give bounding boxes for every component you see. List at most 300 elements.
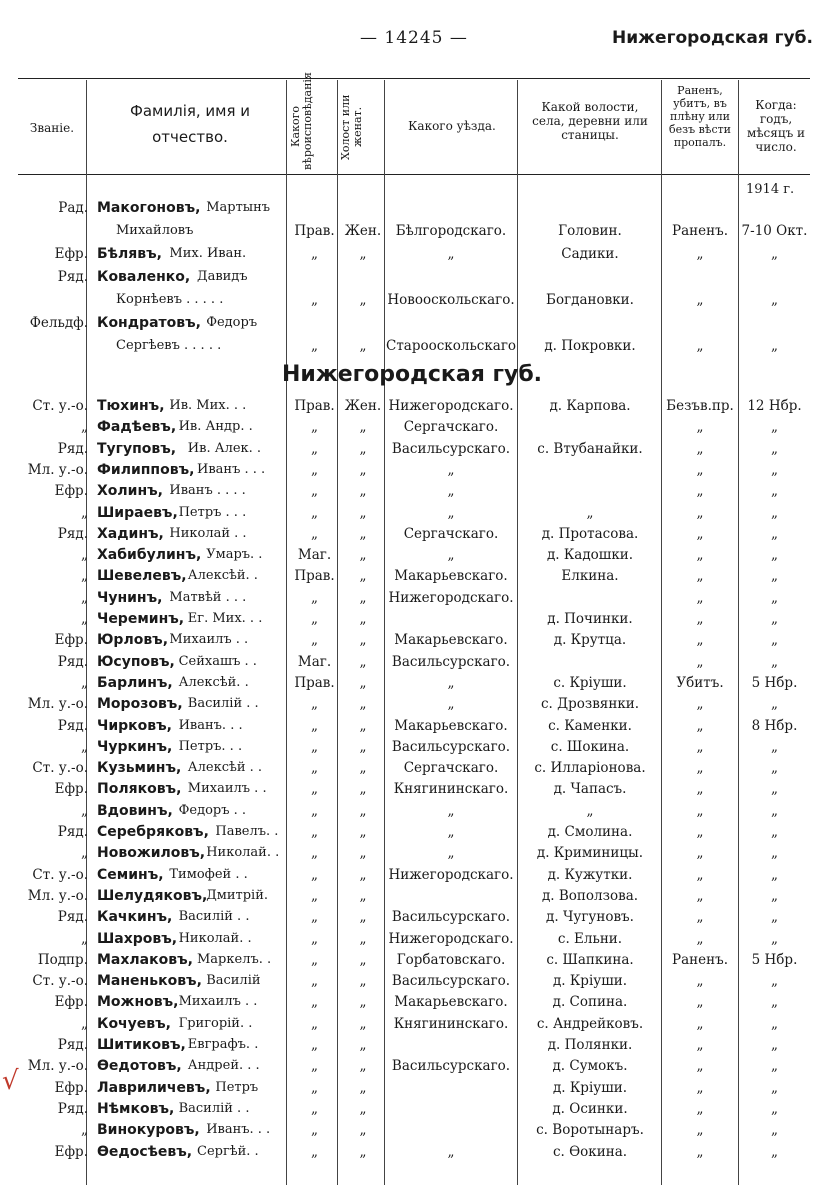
- village-cell: д. Кріуши.: [552, 973, 628, 990]
- marital-cell: „: [359, 547, 367, 564]
- fate-cell: Безъв.пр.: [666, 398, 734, 414]
- marital-cell: „: [359, 1143, 367, 1160]
- marital-cell: „: [359, 1079, 367, 1096]
- uezd-cell: Старооскольскаго: [386, 338, 517, 354]
- marital-cell: „: [359, 887, 367, 904]
- date-cell: „: [771, 338, 778, 354]
- fate-cell: „: [696, 887, 704, 904]
- surname-cell: Филипповъ,: [97, 461, 195, 478]
- given-name-cell: Сергѣй. .: [197, 1143, 259, 1159]
- fate-cell: „: [696, 824, 704, 840]
- religion-cell: „: [311, 1122, 318, 1139]
- village-cell: д. Сопина.: [552, 994, 628, 1011]
- rank-cell: „: [81, 930, 88, 947]
- surname-cell: Морозовъ,: [97, 696, 183, 713]
- given-name-cell: Мих. Иван.: [169, 246, 247, 261]
- rank-cell: Мл. у.-о.: [27, 1058, 88, 1075]
- rank-cell: Ефр.: [54, 483, 88, 500]
- region-header: Нижегородская губ.: [612, 28, 813, 48]
- header-name: Фамилія, имя и отчество.: [129, 102, 251, 146]
- village-cell: д. Кадошки.: [546, 547, 634, 564]
- given-name-cell: Василій . .: [178, 909, 250, 925]
- religion-cell: „: [311, 1037, 318, 1053]
- fate-cell: „: [696, 717, 704, 734]
- surname-cell: Можновъ,: [97, 994, 179, 1011]
- rank-cell: Подпр.: [37, 951, 88, 968]
- date-cell: „: [771, 1079, 778, 1096]
- marital-cell: „: [359, 973, 367, 990]
- surname-cell: Поляковъ,: [97, 781, 182, 798]
- uezd-cell: Нижегородскаго.: [388, 589, 514, 606]
- marital-cell: „: [359, 802, 367, 819]
- village-cell: Головин.: [558, 223, 622, 239]
- given-name-cell: Михаилъ . .: [169, 632, 249, 648]
- date-cell: „: [771, 866, 778, 883]
- rank-cell: „: [81, 419, 88, 436]
- religion-cell: „: [311, 611, 318, 627]
- marital-cell: „: [359, 781, 367, 798]
- surname-cell: Нѣмковъ,: [97, 1100, 175, 1117]
- date-cell: „: [771, 1100, 778, 1117]
- marital-cell: „: [359, 738, 367, 755]
- village-cell: „: [586, 504, 594, 521]
- religion-cell: „: [311, 461, 318, 478]
- table-row: [0, 462, 834, 483]
- rank-cell: Мл. у.-о.: [27, 887, 88, 904]
- table-row: [0, 1080, 834, 1101]
- header-rank: Званіе.: [29, 121, 75, 135]
- table-row: [0, 675, 834, 696]
- rank-cell: Ст. у.-о.: [32, 973, 88, 990]
- uezd-cell: Васильсурскаго.: [391, 738, 511, 755]
- table-row: [0, 246, 834, 267]
- table-row: [0, 483, 834, 504]
- fate-cell: „: [696, 419, 704, 436]
- fate-cell: „: [696, 1037, 704, 1053]
- given-name-cell: Иванъ. . .: [206, 1122, 271, 1138]
- given-name-cell: Ег. Мих. . .: [187, 611, 263, 626]
- date-cell: „: [771, 653, 778, 670]
- given-name-cell: Алексѣй . .: [187, 760, 263, 776]
- year-label: 1914 г.: [746, 182, 795, 197]
- given-name-cell: Василій . .: [178, 1100, 250, 1116]
- marital-cell: „: [359, 1058, 367, 1075]
- uezd-cell: Макарьевскаго.: [394, 568, 508, 585]
- marital-cell: „: [359, 1015, 367, 1032]
- village-cell: д. Протасова.: [541, 525, 639, 542]
- surname-cell: Шелудяковъ,: [97, 887, 208, 904]
- religion-cell: „: [311, 802, 318, 819]
- marital-cell: „: [359, 674, 367, 691]
- fate-cell: „: [696, 504, 704, 521]
- rank-cell: Ефр.: [54, 246, 88, 262]
- header-top-rule: [18, 78, 810, 79]
- marital-cell: „: [359, 292, 367, 308]
- given-name-cell: Николай. .: [178, 930, 252, 946]
- surname-cell: Новожиловъ,: [97, 845, 206, 862]
- marital-cell: „: [359, 951, 367, 968]
- surname-cell: Барлинъ,: [97, 674, 173, 691]
- village-cell: с. Ельни.: [557, 930, 623, 947]
- date-cell: „: [771, 1037, 778, 1053]
- fate-cell: „: [696, 589, 704, 606]
- fate-cell: „: [696, 1143, 704, 1160]
- surname-cell: Өедосѣевъ,: [97, 1143, 193, 1160]
- surname-cell: Вдовинъ,: [97, 802, 173, 819]
- date-cell: „: [771, 760, 778, 777]
- given-name-cell: Ив. Андр. .: [178, 419, 253, 435]
- rank-cell: Ефр.: [54, 632, 88, 649]
- religion-cell: Прав.: [294, 223, 335, 239]
- religion-cell: „: [311, 887, 318, 904]
- surname-cell: Тюхинъ,: [97, 398, 165, 414]
- uezd-cell: „: [447, 246, 455, 262]
- village-cell: д. Осинки.: [552, 1100, 628, 1117]
- date-cell: „: [771, 802, 778, 819]
- village-cell: д. Починки.: [547, 611, 633, 627]
- fate-cell: „: [696, 781, 704, 798]
- table-row: [0, 292, 834, 313]
- table-row: [0, 994, 834, 1015]
- date-cell: 12 Нбр.: [747, 398, 802, 414]
- uezd-cell: Васильсурскаго.: [391, 653, 511, 670]
- uezd-cell: „: [447, 504, 455, 521]
- marital-cell: „: [359, 1122, 367, 1139]
- rank-cell: Ефр.: [54, 994, 88, 1011]
- uezd-cell: „: [447, 845, 455, 862]
- religion-cell: „: [311, 246, 318, 262]
- surname-cell: Кочуевъ,: [97, 1015, 171, 1032]
- surname-cell: Кондратовъ,: [97, 315, 201, 331]
- marital-cell: „: [359, 824, 367, 840]
- village-cell: д. Воползова.: [541, 887, 639, 904]
- fate-cell: „: [696, 760, 704, 777]
- table-row: [0, 931, 834, 952]
- religion-cell: „: [311, 1100, 318, 1117]
- date-cell: „: [771, 246, 778, 262]
- uezd-cell: „: [447, 483, 455, 500]
- surname-cell: Өедотовъ,: [97, 1058, 182, 1075]
- rank-cell: Ряд.: [57, 1100, 88, 1117]
- religion-cell: „: [311, 525, 318, 542]
- surname-cell: Хабибулинъ,: [97, 547, 202, 564]
- table-row: [0, 718, 834, 739]
- surname-cell: Макогоновъ,: [97, 200, 201, 216]
- given-name-cell: Федоръ . .: [178, 802, 247, 818]
- village-cell: Богдановки.: [546, 292, 634, 308]
- marital-cell: „: [359, 525, 367, 542]
- table-row: [0, 200, 834, 221]
- header-uezd: Какого уѣзда.: [408, 119, 496, 133]
- religion-cell: „: [311, 1058, 318, 1075]
- table-row: [0, 952, 834, 973]
- given-name-cell: Евграфъ. .: [187, 1037, 259, 1052]
- village-cell: д. Кріуши.: [552, 1079, 628, 1096]
- fate-cell: Убитъ.: [676, 674, 724, 691]
- village-cell: с. Шапкина.: [546, 951, 634, 968]
- village-cell: д. Полянки.: [547, 1037, 633, 1053]
- surname-cell: Семинъ,: [97, 866, 164, 883]
- given-name-cell: Михаилъ . .: [178, 994, 258, 1010]
- surname-cell: Серебряковъ,: [97, 824, 209, 840]
- village-cell: с. Кріуши.: [553, 674, 627, 691]
- religion-cell: „: [311, 738, 318, 755]
- rank-cell: Ряд.: [57, 653, 88, 670]
- fate-cell: „: [696, 909, 704, 926]
- uezd-cell: Васильсурскаго.: [391, 1058, 511, 1075]
- religion-cell: „: [311, 866, 318, 883]
- rank-cell: „: [81, 611, 88, 627]
- given-name-cell: Василій: [206, 973, 261, 989]
- header-marital: Холост или женат.: [339, 94, 364, 160]
- rank-cell: Фельдф.: [29, 315, 88, 331]
- date-cell: „: [771, 845, 778, 862]
- uezd-cell: Княгининскаго.: [393, 1015, 509, 1032]
- religion-cell: „: [311, 338, 318, 354]
- uezd-cell: Макарьевскаго.: [394, 632, 508, 649]
- village-cell: д. Чугуновъ.: [546, 909, 634, 926]
- header-village: Какой волости, села, деревни или станицы.: [532, 100, 648, 142]
- rank-cell: „: [81, 589, 88, 606]
- surname-cell: Качкинъ,: [97, 909, 173, 926]
- marital-cell: „: [359, 504, 367, 521]
- marital-cell: „: [359, 589, 367, 606]
- date-cell: „: [771, 525, 778, 542]
- uezd-cell: „: [447, 547, 455, 564]
- fate-cell: „: [696, 696, 704, 713]
- fate-cell: „: [696, 1100, 704, 1117]
- fate-cell: „: [696, 930, 704, 947]
- given-name-cell: Федоръ: [206, 315, 258, 330]
- rank-cell: „: [81, 1015, 88, 1032]
- village-cell: с. Воротынаръ.: [536, 1122, 644, 1139]
- surname-cell: Чуркинъ,: [97, 738, 173, 755]
- given-name-cell: Николай. .: [206, 845, 280, 861]
- marital-cell: „: [359, 653, 367, 670]
- village-cell: с. Өокина.: [552, 1143, 628, 1160]
- marital-cell: „: [359, 440, 367, 457]
- fate-cell: „: [696, 547, 704, 564]
- uezd-cell: „: [447, 824, 455, 840]
- table-row: [0, 547, 834, 568]
- village-cell: с. Каменки.: [548, 717, 632, 734]
- rank-cell: Ряд.: [57, 269, 88, 285]
- table-row: [0, 696, 834, 717]
- rank-cell: „: [81, 845, 88, 862]
- rank-cell: Ефр.: [54, 1143, 88, 1160]
- given-name-cell: Алексѣй. .: [187, 568, 258, 584]
- fate-cell: „: [696, 866, 704, 883]
- table-row: [0, 441, 834, 462]
- date-cell: „: [771, 589, 778, 606]
- table-row: [0, 760, 834, 781]
- religion-cell: „: [311, 845, 318, 862]
- header-religion: Какого вѣроисповѣданія: [289, 72, 314, 170]
- rank-cell: Ефр.: [54, 781, 88, 798]
- religion-cell: „: [311, 292, 318, 308]
- fate-cell: Раненъ.: [672, 951, 728, 968]
- uezd-cell: Сергачскаго.: [403, 419, 499, 436]
- marital-cell: „: [359, 568, 367, 585]
- given-name-cell: Давидъ: [197, 269, 248, 284]
- uezd-cell: Новооскольскаго.: [387, 292, 515, 308]
- religion-cell: „: [311, 1015, 318, 1032]
- village-cell: с. Дрозвянки.: [540, 696, 640, 713]
- village-cell: д. Покровки.: [544, 338, 636, 354]
- given-name-cell: Ив. Алек. .: [187, 440, 262, 456]
- table-row: [0, 973, 834, 994]
- uezd-cell: „: [447, 674, 455, 691]
- given-name-cell: Григорій. .: [178, 1015, 253, 1031]
- religion-cell: „: [311, 483, 318, 500]
- table-row: [0, 269, 834, 290]
- table-row: [0, 781, 834, 802]
- fate-cell: „: [696, 525, 704, 542]
- religion-cell: „: [311, 824, 318, 840]
- religion-cell: Прав.: [294, 674, 335, 691]
- religion-cell: „: [311, 1079, 318, 1096]
- fate-cell: „: [696, 632, 704, 649]
- rank-cell: Ст. у.-о.: [32, 866, 88, 883]
- uezd-cell: „: [447, 696, 455, 713]
- marital-cell: „: [359, 696, 367, 713]
- fate-cell: „: [696, 568, 704, 585]
- fate-cell: „: [696, 738, 704, 755]
- rank-cell: Ряд.: [57, 440, 88, 457]
- given-name-cell: Михаилъ . .: [187, 781, 267, 797]
- rank-cell: „: [81, 504, 88, 521]
- religion-cell: „: [311, 1143, 318, 1160]
- date-cell: „: [771, 887, 778, 904]
- uezd-cell: Васильсурскаго.: [391, 909, 511, 926]
- table-row: [0, 505, 834, 526]
- surname-cell: Юсуповъ,: [97, 653, 175, 670]
- given-name-cell: Алексѣй. .: [178, 674, 249, 690]
- table-row: [0, 1144, 834, 1165]
- uezd-cell: Горбатовскаго.: [396, 951, 506, 968]
- surname-cell: Юрловъ,: [97, 632, 169, 649]
- marital-cell: „: [359, 845, 367, 862]
- fate-cell: „: [696, 338, 704, 354]
- surname-cell: Шитиковъ,: [97, 1037, 186, 1053]
- religion-cell: „: [311, 951, 318, 968]
- date-cell: „: [771, 973, 778, 990]
- religion-cell: Прав.: [294, 398, 335, 414]
- fate-cell: „: [696, 292, 704, 308]
- religion-cell: „: [311, 994, 318, 1011]
- page-number: — 14245 —: [360, 28, 468, 48]
- marital-cell: „: [359, 930, 367, 947]
- table-row: [0, 568, 834, 589]
- table-row: [0, 803, 834, 824]
- rank-cell: Ряд.: [57, 1037, 88, 1053]
- rank-cell: „: [81, 1122, 88, 1139]
- table-row: [0, 632, 834, 653]
- given-name-cell: Петръ . . .: [178, 504, 247, 520]
- given-name-cell: Дмитрій.: [206, 887, 269, 903]
- marital-cell: „: [359, 760, 367, 777]
- table-row: [0, 824, 834, 845]
- date-cell: „: [771, 632, 778, 649]
- date-cell: 8 Нбр.: [751, 717, 798, 734]
- surname-cell: Шираевъ,: [97, 504, 178, 521]
- fate-cell: „: [696, 1058, 704, 1075]
- date-cell: „: [771, 1122, 778, 1139]
- fate-cell: „: [696, 1122, 704, 1139]
- date-cell: „: [771, 781, 778, 798]
- given-name-cell: Корнѣевъ . . . . .: [116, 292, 224, 307]
- rank-cell: Рад.: [58, 200, 88, 216]
- rank-cell: Ст. у.-о.: [32, 398, 88, 414]
- given-name-cell: Умаръ. .: [206, 547, 263, 563]
- village-cell: д. Карпова.: [549, 398, 631, 414]
- marital-cell: „: [359, 419, 367, 436]
- uezd-cell: „: [447, 802, 455, 819]
- date-cell: 7-10 Окт.: [741, 223, 808, 239]
- given-name-cell: Иванъ . . . .: [169, 483, 246, 499]
- date-cell: 5 Нбр.: [751, 951, 798, 968]
- fate-cell: „: [696, 440, 704, 457]
- surname-cell: Шевелевъ,: [97, 568, 187, 585]
- rank-cell: Ряд.: [57, 525, 88, 542]
- marital-cell: „: [359, 338, 367, 354]
- surname-cell: Чунинъ,: [97, 589, 163, 606]
- given-name-cell: Михайловъ: [116, 223, 194, 238]
- header-fate: Раненъ, убитъ, въ плѣну или безъ вѣсти пропалъ.: [668, 84, 732, 149]
- marital-cell: „: [359, 1037, 367, 1053]
- surname-cell: Винокуровъ,: [97, 1122, 200, 1139]
- table-row: [0, 888, 834, 909]
- table-row: [0, 611, 834, 632]
- table-row: [0, 1122, 834, 1143]
- date-cell: „: [771, 568, 778, 585]
- given-name-cell: Тимофей . .: [169, 866, 248, 882]
- table-row: [0, 1037, 834, 1058]
- religion-cell: Маг.: [297, 653, 332, 670]
- date-cell: „: [771, 547, 778, 564]
- table-row: [0, 909, 834, 930]
- date-cell: „: [771, 1015, 778, 1032]
- given-name-cell: Петръ. . .: [178, 738, 243, 754]
- religion-cell: „: [311, 632, 318, 649]
- rank-cell: Мл. у.-о.: [27, 461, 88, 478]
- fate-cell: „: [696, 994, 704, 1011]
- marital-cell: „: [359, 1100, 367, 1117]
- surname-cell: Холинъ,: [97, 483, 163, 500]
- surname-cell: Чирковъ,: [97, 717, 172, 734]
- given-name-cell: Павелъ. .: [215, 824, 279, 839]
- religion-cell: „: [311, 504, 318, 521]
- religion-cell: „: [311, 760, 318, 777]
- rank-cell: Ст. у.-о.: [32, 760, 88, 777]
- village-cell: д. Крутца.: [553, 632, 627, 649]
- table-row: [0, 654, 834, 675]
- religion-cell: „: [311, 717, 318, 734]
- table-row: [0, 867, 834, 888]
- table-row: [0, 398, 834, 419]
- marital-cell: Жен.: [344, 223, 382, 239]
- fate-cell: „: [696, 653, 704, 670]
- uezd-cell: Нижегородскаго.: [388, 398, 514, 414]
- fate-cell: „: [696, 1079, 704, 1096]
- village-cell: д. Смолина.: [547, 824, 633, 840]
- given-name-cell: Сейхашъ . .: [178, 653, 257, 669]
- village-cell: с. Втубанайки.: [537, 440, 643, 457]
- given-name-cell: Ив. Мих. . .: [169, 398, 247, 413]
- rank-cell: „: [81, 802, 88, 819]
- village-cell: с. Андрейковъ.: [536, 1015, 644, 1032]
- religion-cell: „: [311, 973, 318, 990]
